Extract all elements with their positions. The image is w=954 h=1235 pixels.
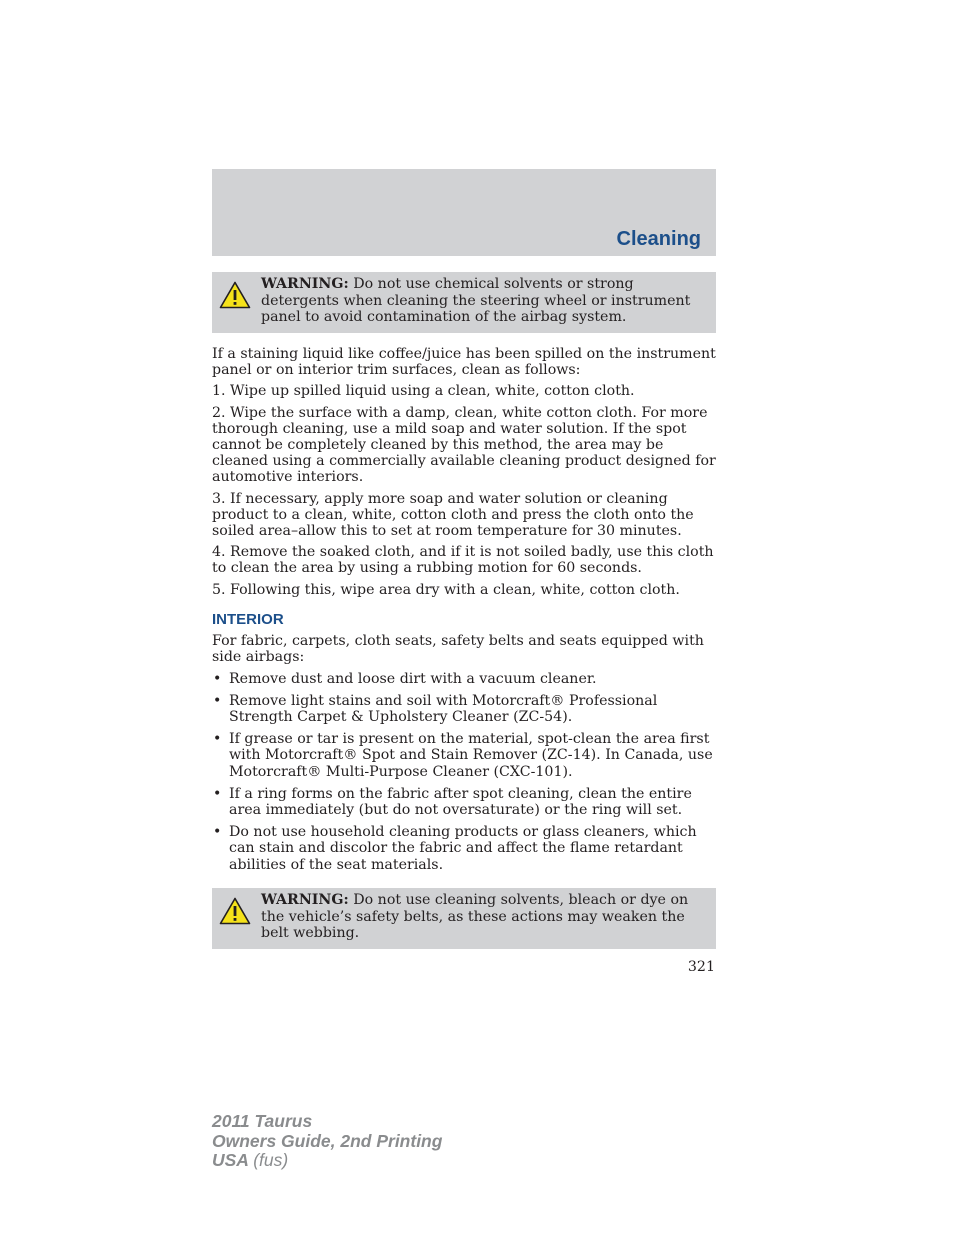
footer-edition: Owners Guide, 2nd Printing <box>212 1130 443 1151</box>
warning-box-safety-belts <box>212 888 716 949</box>
footer-market: USA (fus) <box>212 1150 289 1170</box>
interior-section <box>212 612 716 873</box>
warning-label: WARNING: <box>261 276 349 292</box>
interior-heading: INTERIOR <box>212 611 284 628</box>
document-footer <box>212 1112 442 1171</box>
step-5: 5. Following this, wipe area dry with a clean, white, cotton cloth. <box>212 581 680 598</box>
step-2: 2. Wipe the surface with a damp, clean, white cotton cloth. For more thorough cleaning, use a mild soap and water solution. If the spot cannot be completely cleaned by this method, the area may be cleaned using a commercially available cleaning product designed for automotive interiors. <box>212 404 716 486</box>
interior-intro: For fabric, carpets, cloth seats, safety belts and seats equipped with side airbags: <box>212 633 704 666</box>
bullet-dot: • <box>213 670 222 687</box>
section-title: Cleaning <box>616 228 701 250</box>
page-number: 321 <box>687 959 715 975</box>
stain-intro: If a staining liquid like coffee/juice has been spilled on the instrument panel or on interior trim surfaces, clean as follows: <box>212 346 716 379</box>
warning-text: Do not use chemical solvents or strong detergents when cleaning the steering wheel or instrument panel to avoid contamination of the airbag system. <box>261 276 691 325</box>
stain-procedure <box>212 346 716 598</box>
warning-triangle-icon <box>219 897 251 925</box>
interior-bullet: • If grease or tar is present on the material, spot-clean the area first with Motorcraft® Spot and Stain Remover (ZC-14). In Canada, use Motorcraft® Multi-Purpose Cleaner (CXC-101). <box>213 731 713 780</box>
interior-bullet: • Remove dust and loose dirt with a vacuum cleaner. <box>213 670 597 687</box>
bullet-dot: • <box>213 731 222 748</box>
step-3: 3. If necessary, apply more soap and water solution or cleaning product to a clean, white, cotton cloth and press the cloth onto the soiled area–allow this to set at room temperature for 30 minutes. <box>212 490 694 540</box>
interior-bullet: • If a ring forms on the fabric after spot cleaning, clean the entire area immediately (but do not oversaturate) or the ring will set. <box>213 785 692 819</box>
warning-box-airbag <box>212 272 716 333</box>
section-header <box>212 169 716 256</box>
footer-model: 2011 Taurus <box>212 1111 313 1131</box>
warning-triangle-icon <box>219 281 251 309</box>
step-4: 4. Remove the soaked cloth, and if it is not soiled badly, use this cloth to clean the area by using a rubbing motion for 60 seconds. <box>212 544 714 577</box>
step-1: 1. Wipe up spilled liquid using a clean, white, cotton cloth. <box>212 383 635 400</box>
interior-bullet: • Remove light stains and soil with Motorcraft® Professional Strength Carpet & Upholstery Cleaner (ZC-54). <box>213 692 658 726</box>
bullet-dot: • <box>213 824 222 841</box>
warning-text: Do not use cleaning solvents, bleach or dye on the vehicle’s safety belts, as these actions may weaken the belt webbing. <box>261 892 689 941</box>
interior-bullet: • Do not use household cleaning products or glass cleaners, which can stain and discolor the fabric and affect the flame retardant abilities of the seat materials. <box>213 824 697 873</box>
bullet-dot: • <box>213 692 222 709</box>
bullet-dot: • <box>213 785 222 802</box>
warning-label: WARNING: <box>261 892 349 908</box>
